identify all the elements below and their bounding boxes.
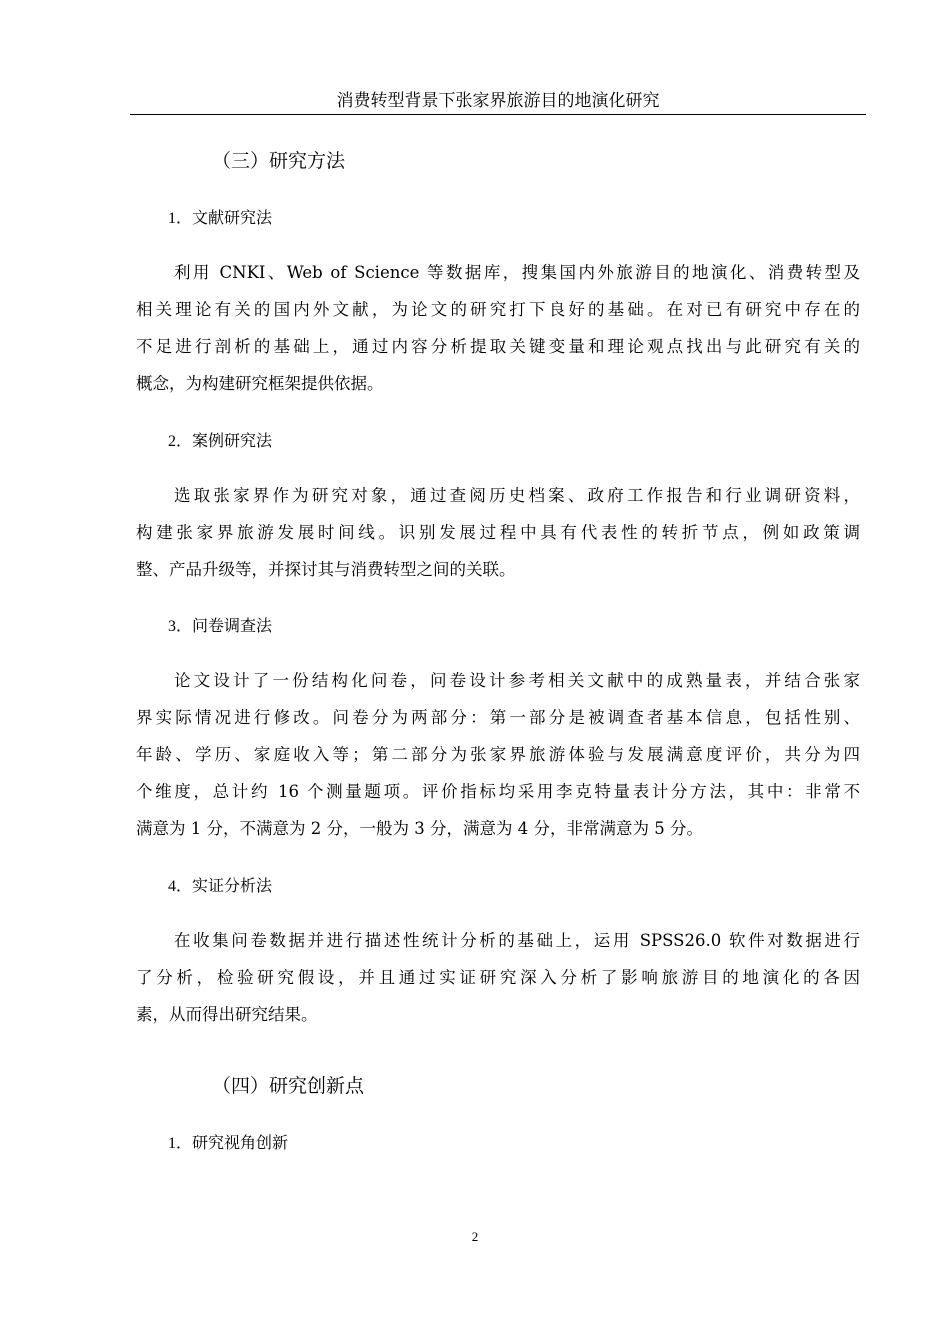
paragraph-line: 素，从而得出研究结果。 [136, 1005, 318, 1024]
subsection-title: 实证分析法 [192, 876, 273, 895]
paragraph-line: 个维度，总计约 16 个测量题项。评价指标均采用李克特量表计分方法，其中：非常不 [136, 782, 860, 801]
paragraph-line: 满意为 1 分，不满意为 2 分，一般为 3 分，满意为 4 分，非常满意为 5 分。 [136, 819, 703, 838]
subsection-title: 案例研究法 [192, 431, 273, 450]
subsection-number: 1． [168, 210, 193, 227]
paragraph-literature [136, 254, 860, 402]
paragraph-line: 了分析，检验研究假设，并且通过实证研究深入分析了影响旅游目的地演化的各因 [136, 968, 860, 987]
paragraph-line: 相关理论有关的国内外文献，为论文的研究打下良好的基础。在对已有研究中存在的 [136, 300, 860, 319]
section-heading-methods: （三）研究方法 [212, 150, 346, 172]
paragraph-line: 利用 CNKI、Web of Science 等数据库，搜集国内外旅游目的地演化、消费转型及 [174, 263, 860, 282]
subsection-heading-literature [168, 207, 272, 230]
paragraph-line: 不足进行剖析的基础上，通过内容分析提取关键变量和理论观点找出与此研究有关的 [136, 337, 860, 356]
paragraph-line: 概念，为构建研究框架提供依据。 [136, 374, 384, 393]
paragraph-line: 界实际情况进行修改。问卷分为两部分：第一部分是被调查者基本信息，包括性别、 [136, 708, 860, 727]
subsection-title: 问卷调查法 [192, 616, 273, 635]
subsection-heading-questionnaire [168, 615, 272, 638]
section-heading-innovation: （四）研究创新点 [212, 1075, 365, 1097]
page-number: 2 [471, 1229, 479, 1244]
subsection-number: 3． [168, 618, 193, 635]
subsection-number: 4． [168, 878, 193, 895]
paragraph-line: 年龄、学历、家庭收入等；第二部分为张家界旅游体验与发展满意度评价，共分为四 [136, 745, 860, 764]
header-rule [130, 114, 866, 115]
subsection-heading-empirical [168, 875, 272, 898]
paragraph-line: 整、产品升级等，并探讨其与消费转型之间的关联。 [136, 560, 516, 579]
subsection-heading-case-study [168, 430, 272, 453]
paragraph-questionnaire [136, 662, 860, 847]
subsection-heading-perspective [168, 1132, 288, 1155]
paragraph-line: 论文设计了一份结构化问卷，问卷设计参考相关文献中的成熟量表，并结合张家 [174, 671, 860, 690]
subsection-number: 2． [168, 433, 193, 450]
paragraph-line: 选取张家界作为研究对象，通过查阅历史档案、政府工作报告和行业调研资料， [174, 486, 860, 505]
paragraph-line: 构建张家界旅游发展时间线。识别发展过程中具有代表性的转折节点，例如政策调 [136, 523, 860, 542]
paragraph-case-study [136, 477, 860, 588]
paragraph-empirical [136, 922, 860, 1033]
running-header: 消费转型背景下张家界旅游目的地演化研究 [336, 91, 660, 111]
subsection-title: 研究视角创新 [192, 1133, 289, 1152]
subsection-title: 文献研究法 [192, 208, 273, 227]
subsection-number: 1． [168, 1135, 193, 1152]
paragraph-line: 在收集问卷数据并进行描述性统计分析的基础上，运用 SPSS26.0 软件对数据进行 [174, 931, 860, 950]
